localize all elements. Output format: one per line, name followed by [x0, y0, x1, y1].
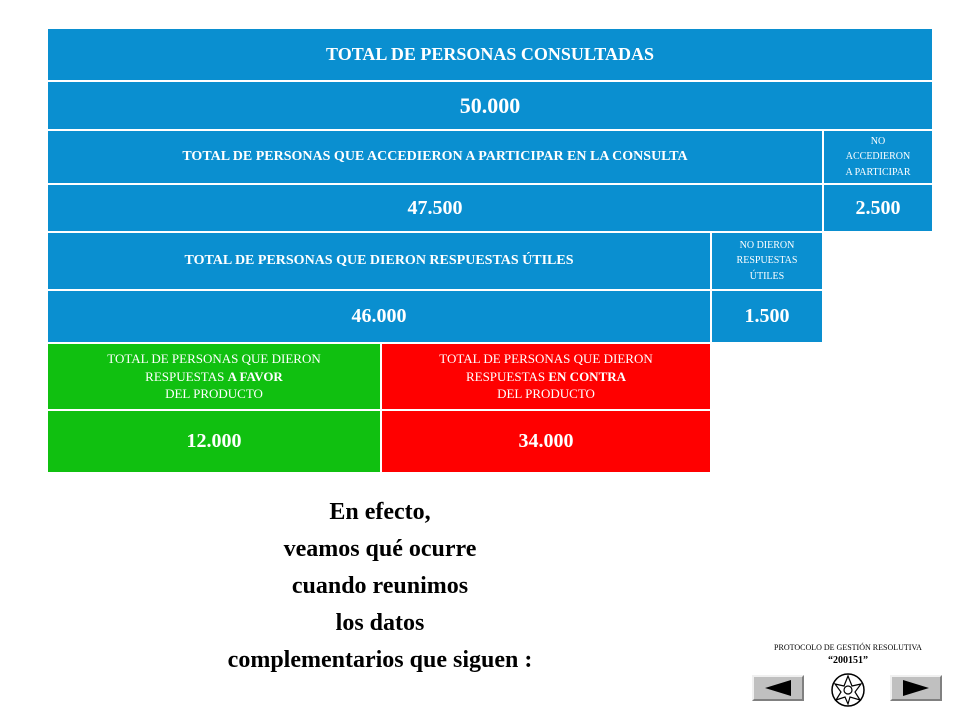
useful-label-cell	[47, 232, 711, 290]
against-value: 34.000	[518, 430, 574, 452]
accepted-value: 47.500	[407, 196, 463, 219]
declined-label-cell	[823, 130, 933, 184]
favor-label-cell	[47, 343, 381, 410]
caption-text	[170, 494, 590, 679]
total-value: 50.000	[459, 92, 521, 118]
against-label-cell	[381, 343, 711, 410]
header-title: TOTAL DE PERSONAS CONSULTADAS	[326, 44, 654, 64]
total-value-cell	[47, 81, 933, 130]
against-label: TOTAL DE PERSONAS QUE DIERON RESPUESTAS EN CONTRA DEL PRODUCTO	[439, 351, 653, 402]
home-button[interactable]	[830, 672, 866, 708]
accepted-label-cell	[47, 130, 823, 184]
not-useful-label-cell	[711, 232, 823, 290]
not-useful-value-cell	[711, 290, 823, 343]
favor-label: TOTAL DE PERSONAS QUE DIERON RESPUESTAS A FAVOR DEL PRODUCTO	[107, 351, 321, 402]
declined-value-cell	[823, 184, 933, 232]
useful-value-cell	[47, 290, 711, 343]
caption-line-3: cuando reunimos	[291, 573, 469, 599]
protocol-title: PROTOCOLO DE GESTIÓN RESOLUTIVA	[774, 643, 922, 652]
declined-label: NO ACCEDIERON A PARTICIPAR	[845, 135, 911, 178]
caption-line-5: complementarios que siguen :	[227, 647, 533, 673]
caption-line-4: los datos	[335, 610, 425, 636]
header-title-cell	[47, 28, 933, 81]
accepted-label: TOTAL DE PERSONAS QUE ACCEDIERON A PARTICIPAR EN LA CONSULTA	[182, 149, 688, 164]
triangle-right-icon	[901, 679, 931, 697]
useful-value: 46.000	[351, 305, 407, 327]
accepted-value-cell	[47, 184, 823, 232]
prev-button[interactable]	[752, 675, 804, 701]
useful-label: TOTAL DE PERSONAS QUE DIERON RESPUESTAS ÚTILES	[184, 253, 574, 268]
against-value-cell	[381, 410, 711, 473]
declined-value: 2.500	[855, 196, 901, 219]
favor-value: 12.000	[186, 430, 242, 452]
caption-line-2: veamos qué ocurre	[283, 536, 477, 562]
not-useful-value: 1.500	[744, 305, 790, 327]
favor-value-cell	[47, 410, 381, 473]
not-useful-label: NO DIERON RESPUESTAS ÚTILES	[736, 239, 798, 282]
next-button[interactable]	[890, 675, 942, 701]
protocol-label	[748, 641, 948, 667]
star-emblem-icon	[830, 672, 866, 708]
protocol-code: “200151”	[828, 655, 868, 666]
caption-line-1: En efecto,	[329, 499, 431, 525]
triangle-left-icon	[763, 679, 793, 697]
